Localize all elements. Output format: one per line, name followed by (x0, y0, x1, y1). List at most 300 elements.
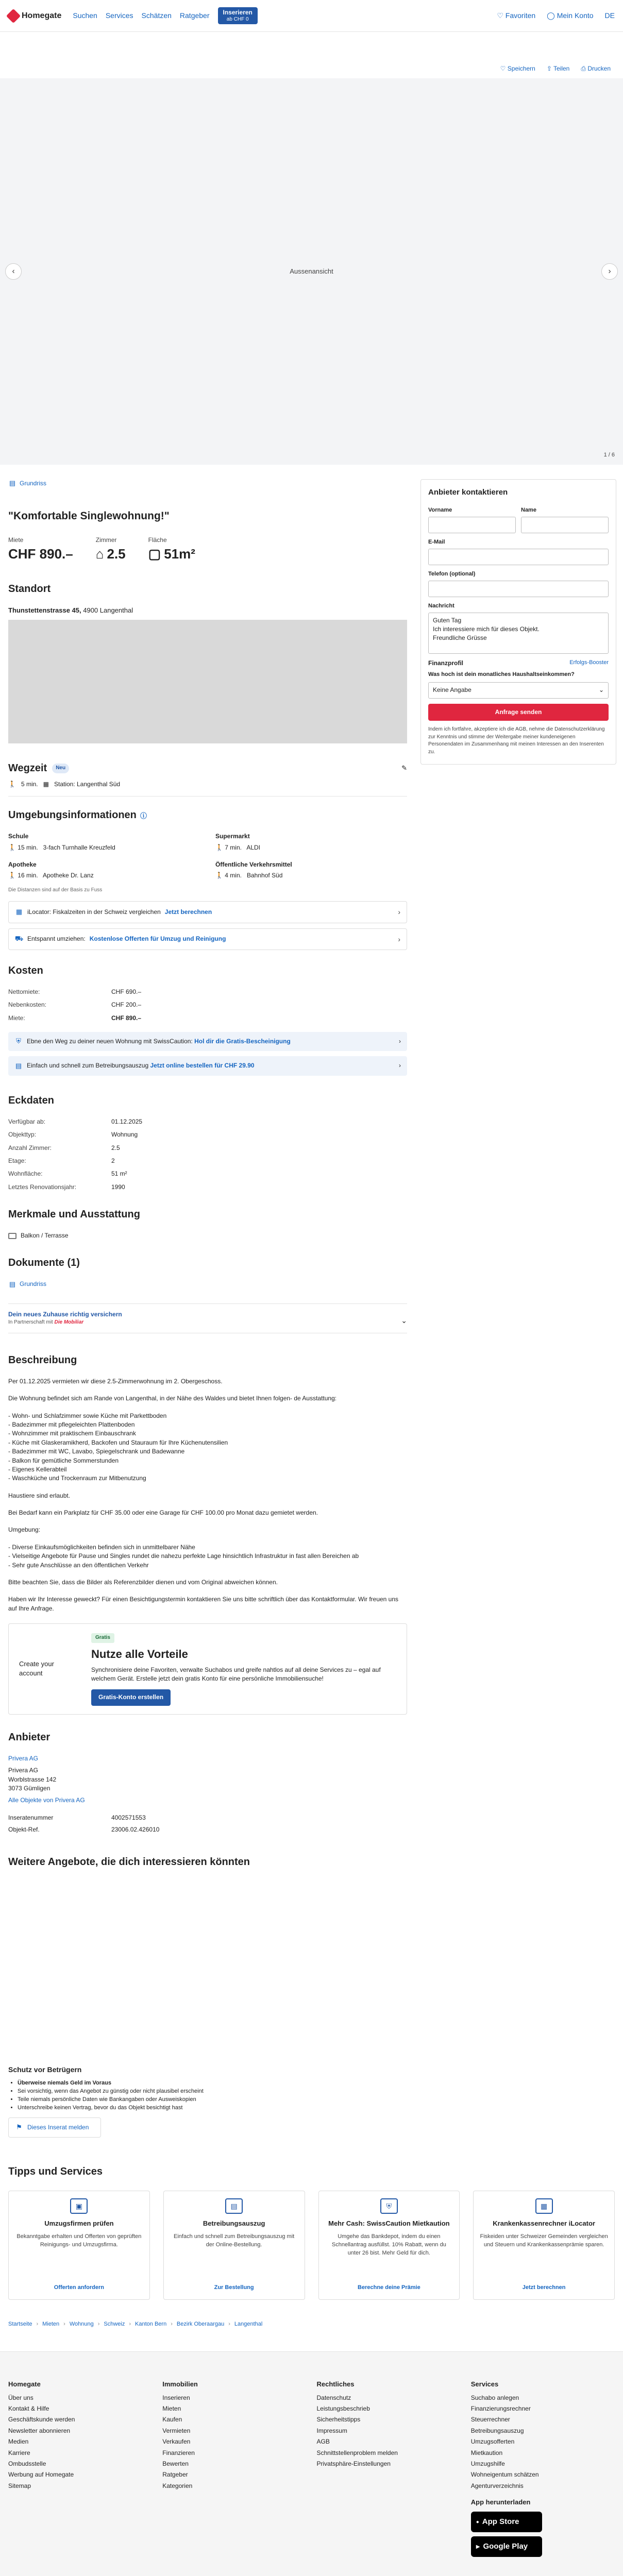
keydata-value: 1990 (111, 1183, 125, 1191)
cost-key: Nebenkosten: (8, 1001, 47, 1009)
message-field (428, 602, 609, 654)
area-fact (148, 536, 195, 564)
tip-link[interactable]: Offerten anfordern (54, 2284, 104, 2291)
breadcrumb-item[interactable]: Mieten (42, 2320, 60, 2327)
listing-title: "Komfortable Singlewohnung!" (8, 510, 170, 522)
tip-card[interactable] (8, 2191, 150, 2300)
description-paragraph: Umgebung: (8, 1526, 41, 1534)
success-booster-link[interactable]: Erfolgs-Booster (569, 659, 609, 666)
area-label: Fläche (148, 536, 167, 544)
phone-label: Telefon (optional) (428, 570, 476, 577)
poi-time: 4 min. (225, 872, 242, 879)
fraud-item: • Überweise niemals Geld im Voraus (18, 2079, 615, 2088)
footer-link[interactable]: Bewerten (162, 2460, 189, 2468)
print-label: Drucken (587, 64, 611, 72)
address-city: 4900 Langenthal (83, 606, 133, 614)
poi-place: Bahnhof Süd (247, 872, 283, 879)
breadcrumb-separator: › (63, 2320, 65, 2327)
logo-text: Homegate (22, 11, 62, 20)
play-icon: ▶ (476, 2544, 480, 2550)
poi-school (8, 832, 200, 852)
apple-icon: ● (476, 2519, 479, 2525)
account-link[interactable] (547, 10, 593, 21)
breadcrumb-item[interactable]: Langenthal (234, 2320, 263, 2327)
app-store-label: App Store (482, 2517, 519, 2526)
footer-col-services (471, 2380, 615, 2561)
more-offers (0, 1855, 623, 2064)
walking-icon: 🚶 (8, 780, 16, 788)
footer-link[interactable]: Vermieten (162, 2427, 191, 2434)
breadcrumb-separator: › (129, 2320, 131, 2327)
distance-note: Die Distanzen sind auf der Basis zu Fuss (8, 887, 103, 893)
tips-cards (8, 2191, 615, 2300)
description-heading: Beschreibung (8, 1354, 77, 1366)
footer-link[interactable]: Kaufen (162, 2416, 182, 2424)
flag-icon: ⚑ (16, 2123, 22, 2131)
poi-title: Supermarkt (215, 833, 250, 840)
rent-fact (8, 536, 73, 564)
train-icon: ▦ (43, 780, 49, 788)
document-icon: ▤ (225, 2198, 243, 2214)
more-offers-carousel[interactable] (8, 1879, 615, 2064)
message-label: Nachricht (428, 602, 454, 609)
poi-place: Apotheke Dr. Lanz (43, 872, 94, 879)
poi-supermarket (215, 832, 407, 852)
balcony-icon (8, 1233, 16, 1239)
area-value: 51m² (164, 546, 195, 562)
footer-link[interactable]: Ombudsstelle (8, 2460, 46, 2468)
footer-link[interactable]: Verkaufen (162, 2438, 191, 2446)
floorplan-link[interactable] (8, 479, 407, 488)
provider-refs (8, 1814, 407, 1835)
feature-item (8, 1231, 407, 1240)
email-label: E-Mail (428, 538, 445, 545)
map[interactable] (8, 620, 407, 743)
surroundings-title: Umgebungsinformationen (8, 809, 137, 821)
language-switch[interactable]: DE (604, 11, 615, 20)
promo-sub: In Partnerschaft mit (8, 1319, 53, 1326)
rooms-label: Zimmer (95, 536, 117, 544)
email-input[interactable] (428, 549, 609, 565)
google-play-label: Google Play (483, 2541, 528, 2551)
costs-heading: Kosten (8, 964, 43, 976)
household-income-value: Keine Angabe (433, 686, 472, 693)
more-offers-heading: Weitere Angebote, die dich interessieren könnten (8, 1856, 250, 1868)
heart-icon: ♡ (497, 11, 503, 20)
footer-link[interactable]: Geschäftskunde werden (8, 2416, 75, 2424)
tip-link[interactable]: Berechne deine Prämie (358, 2284, 420, 2291)
save-button[interactable] (500, 64, 535, 73)
breadcrumb (0, 2320, 623, 2352)
household-income-select[interactable] (428, 682, 609, 699)
nav-schaetzen[interactable]: Schätzen (141, 11, 172, 20)
footer-link[interactable]: Steuerrechner (470, 2416, 510, 2424)
ilocator-cta[interactable]: Jetzt berechnen (164, 908, 212, 916)
walking-icon: 🚶 (215, 843, 223, 851)
report-label: Dieses Inserat melden (27, 2123, 89, 2131)
finance-label: Finanzprofil (428, 659, 463, 667)
object-ref-label: Objekt-Ref. (8, 1826, 40, 1834)
footer-link[interactable]: Leistungsbeschrieb (316, 2405, 370, 2413)
tip-card[interactable] (163, 2191, 305, 2300)
cost-key: Nettomiete: (8, 988, 40, 995)
footer-link[interactable]: Medien (8, 2438, 29, 2446)
footer-link[interactable]: Impressum (316, 2427, 347, 2434)
ilocator-link[interactable] (8, 901, 407, 923)
surroundings-heading (8, 808, 407, 823)
logo-mark-icon (6, 8, 21, 23)
document-floorplan-link[interactable] (8, 1280, 407, 1289)
report-listing-button[interactable] (8, 2117, 101, 2138)
fraud-item: • Sei vorsichtig, wenn das Angebot zu günstig oder nicht plausibel erscheint (18, 2088, 615, 2096)
footer-link[interactable]: Inserieren (162, 2394, 190, 2401)
provider-address-line: 3073 Gümligen (8, 1784, 50, 1792)
main-nav (73, 7, 258, 24)
chevron-right-icon: › (399, 1062, 401, 1070)
header-actions (497, 10, 615, 21)
document-label: Grundriss (20, 1280, 47, 1288)
homegate-logo[interactable] (8, 10, 61, 22)
insurance-promo[interactable] (8, 1303, 407, 1333)
footer-col-heading: Homegate (8, 2380, 41, 2388)
gallery-prev-button[interactable]: ‹ (5, 263, 22, 280)
keydata-key: Verfügbar ab: (8, 1117, 46, 1125)
tips-heading: Tipps und Services (8, 2165, 103, 2177)
last-name-field (521, 506, 609, 533)
chevron-right-icon: › (398, 908, 400, 917)
email-field (428, 538, 609, 565)
footer-link[interactable]: Finanzierungsrechner (470, 2405, 531, 2413)
poi-title: Schule (8, 833, 29, 840)
tip-body: Bekanntgabe erhalten und Offerten von geprüften Reinigungs- und Umzugsfirma. (16, 2233, 142, 2248)
gallery-next-button[interactable]: › (601, 263, 618, 280)
fraud-item: • Unterschreibe keinen Vertrag, bevor du das Objekt besichtigt hast (18, 2104, 615, 2112)
document-icon: ▤ (9, 1280, 16, 1288)
footer-link[interactable]: Suchabo anlegen (470, 2394, 519, 2401)
fraud-list (8, 2079, 615, 2112)
tip-title: Krankenkassenrechner iLocator (493, 2219, 595, 2227)
route-row (8, 780, 407, 789)
poi-title: Apotheke (8, 860, 37, 868)
breadcrumb-separator: › (228, 2320, 230, 2327)
description-paragraph: Die Wohnung befindet sich am Rande von Langenthal, in der Nähe des Waldes und bietet Ihnen folgen- de Ausstattung: (8, 1395, 337, 1402)
chevron-down-icon: ⌄ (401, 1316, 407, 1325)
create-account-button[interactable]: Gratis-Konto erstellen (91, 1689, 171, 1705)
document-icon: ▤ (15, 1061, 22, 1070)
account-benefits-content (91, 1632, 396, 1706)
promo-partner (8, 1319, 407, 1327)
poi-place: ALDI (246, 843, 261, 851)
gallery-image-label: Aussenansicht (290, 267, 333, 275)
description-paragraph: Per 01.12.2025 vermieten wir diese 2.5-Zimmerwohnung im 2. Obergeschoss. (8, 1377, 223, 1385)
contact-heading: Anbieter kontaktieren (428, 488, 508, 497)
footer-link[interactable]: Ratgeber (162, 2471, 188, 2479)
last-name-label: Name (521, 506, 536, 513)
floorplan-link-label: Grundriss (20, 480, 47, 487)
footer-col-heading: Rechtliches (316, 2380, 355, 2388)
breadcrumb-item[interactable]: Startseite (8, 2320, 32, 2327)
last-name-input[interactable] (521, 517, 609, 533)
chevron-right-icon: › (399, 1037, 401, 1045)
keydata-key: Wohnfläche: (8, 1170, 43, 1178)
footer-col-immobilien (162, 2380, 306, 2561)
footer-link[interactable]: Agenturverzeichnis (470, 2482, 524, 2489)
footer-link[interactable]: Werbung auf Homegate (8, 2471, 74, 2479)
poi-pharmacy (8, 860, 200, 880)
footer-link[interactable]: Karriere (8, 2449, 30, 2456)
send-inquiry-button[interactable]: Anfrage senden (428, 704, 609, 721)
top-navigation (0, 0, 623, 32)
moving-cta[interactable]: Kostenlose Offerten für Umzug und Reinigung (89, 935, 226, 942)
name-row (428, 506, 609, 538)
breadcrumb-separator: › (171, 2320, 173, 2327)
benefits-heading: Nutze alle Vorteile (91, 1647, 188, 1660)
footer-col-homegate (8, 2380, 152, 2561)
keydata-value: 51 m² (111, 1170, 127, 1178)
keydata-value: 01.12.2025 (111, 1117, 143, 1125)
footer (0, 2352, 623, 2576)
listing-actions (0, 32, 623, 78)
footer-link[interactable]: Privatsphäre-Einstellungen (316, 2460, 391, 2468)
route-heading: Wegzeit (8, 762, 47, 774)
new-badge: Neu (52, 764, 69, 773)
keydata-value: 2 (111, 1157, 115, 1164)
footer-link[interactable]: Mietkaution (470, 2449, 503, 2456)
first-name-input[interactable] (428, 517, 516, 533)
account-benefits-label: Create your account (19, 1659, 54, 1677)
shield-icon: ⛨ (16, 1037, 21, 1045)
description-paragraph: - Diverse Einkaufsmöglichkeiten befinden sich in unmittelbarer Nähe - Vielseitige Angebote für Pause und Singles rundet die nahezu perfekte Lage hinsichtlich Infrastruktur in fast allen Bereichen ab - Sehr gute Anschlüsse an den öffentlichen Verkehr (8, 1543, 359, 1569)
breadcrumb-item[interactable]: Bezirk Oberaargau (176, 2320, 225, 2327)
object-ref-value: 23006.02.426010 (111, 1826, 160, 1834)
tip-body: Einfach und schnell zum Betreibungsauszug mit der Online-Bestellung. (174, 2233, 295, 2248)
walking-icon: 🚶 (215, 872, 223, 879)
tip-body: Umgehe das Bankdepot, indem du einen Schnellantrag ausfüllst. 10% Rabatt, wenn du unter 26 bist. Mehr Geld für dich. (331, 2233, 446, 2256)
tip-card[interactable] (473, 2191, 615, 2300)
moving-offers-link[interactable] (8, 928, 407, 950)
breadcrumb-item[interactable]: Wohnung (69, 2320, 94, 2327)
account-label: Mein Konto (557, 11, 594, 20)
tip-title: Mehr Cash: SwissCaution Mietkaution (328, 2219, 450, 2227)
footer-link[interactable]: Datenschutz (316, 2394, 351, 2401)
share-button[interactable] (547, 64, 570, 73)
tip-card[interactable] (318, 2191, 460, 2300)
listing-number-value: 4002571553 (111, 1814, 146, 1821)
cost-value: CHF 890.– (111, 1014, 142, 1022)
rooms-value: 2.5 (107, 546, 126, 562)
google-play-badge[interactable] (471, 2536, 542, 2557)
phone-field (428, 570, 609, 597)
breadcrumb-item[interactable]: Kanton Bern (135, 2320, 167, 2327)
app-heading: App herunterladen (470, 2498, 531, 2506)
listing-main (8, 479, 407, 1834)
mobiliar-logo: Die Mobiliar (54, 1319, 84, 1326)
keydata-key: Anzahl Zimmer: (8, 1144, 52, 1151)
provider-address (8, 1766, 407, 1793)
footer-link[interactable]: Sitemap (8, 2482, 31, 2489)
provider-heading: Anbieter (8, 1731, 50, 1743)
description-paragraph: - Wohn- und Schlafzimmer sowie Küche mit Parkettboden - Badezimmer mit pflegeleichten Plattenboden - Wohnzimmer mit praktischem Einbauschrank - Küche mit Glaskeramikherd, Backofen und Stauraum für Ihre Küchenutensilien - Badezimmer mit WC, Lavabo, Spiegelschrank und Badewanne - Balkon für gemütliche Sommerstunden - Eigenes Kellerabteil - Waschküche und Trockenraum zur Mitbenutzung (8, 1412, 228, 1482)
feature-label: Balkon / Terrasse (21, 1232, 69, 1240)
keydata-key: Etage: (8, 1157, 26, 1164)
listing-number-label: Inseratenummer (8, 1814, 54, 1821)
swisscaution-box[interactable] (8, 1032, 407, 1051)
footer-link[interactable]: Mieten (162, 2405, 181, 2413)
moving-text: Entspannt umziehen: (27, 935, 86, 942)
footer-link[interactable]: Sicherheitstipps (316, 2416, 361, 2424)
share-label: Teilen (553, 64, 570, 72)
share-icon: ⇪ (546, 64, 552, 72)
contact-sidebar (420, 479, 616, 1834)
rent-label: Miete (8, 536, 24, 544)
tips-services (0, 2164, 623, 2300)
provider-address-line: Worblstrasse 142 (8, 1775, 57, 1783)
footer-col-heading: Services (470, 2380, 499, 2388)
inserieren-price: ab CHF 0 (226, 16, 249, 22)
keydata-value: 2.5 (111, 1144, 120, 1151)
first-name-field (428, 506, 516, 533)
walking-icon: 🚶 (8, 843, 16, 851)
cost-key: Miete: (8, 1014, 25, 1022)
info-icon[interactable]: ⓘ (140, 812, 147, 820)
key-facts (8, 536, 407, 564)
provider-all-listings-link[interactable]: Alle Objekte von Privera AG (8, 1797, 85, 1804)
footer-link[interactable]: Schnittstellenproblem melden (316, 2449, 398, 2456)
user-icon: ◯ (547, 11, 555, 20)
nav-services[interactable]: Services (105, 11, 133, 20)
provider-info (8, 1754, 407, 1835)
debt-extract-cta[interactable]: Jetzt online bestellen für CHF 29.90 (150, 1062, 255, 1070)
save-label: Speichern (507, 64, 535, 72)
message-textarea[interactable]: Guten Tag Ich interessiere mich für dieses Objekt. Freundliche Grüsse (428, 613, 609, 654)
description-body (8, 1377, 407, 1613)
poi-place: 3-fach Turnhalle Kreuzfeld (43, 843, 115, 851)
footer-link[interactable]: AGB (316, 2438, 330, 2446)
keydata-table (8, 1117, 407, 1192)
phone-input[interactable] (428, 581, 609, 597)
gallery-counter: 1 / 6 (603, 452, 615, 459)
footer-link[interactable]: Wohneigentum schätzen (470, 2471, 539, 2479)
address-street: Thunstettenstrasse 45, (8, 606, 81, 614)
fraud-protection (0, 2064, 623, 2142)
footer-link[interactable]: Finanzieren (162, 2449, 195, 2456)
location-heading: Standort (8, 583, 51, 595)
description-paragraph: Haustiere sind erlaubt. (8, 1492, 71, 1499)
breadcrumb-separator: › (97, 2320, 100, 2327)
documents-heading: Dokumente (1) (8, 1257, 80, 1269)
description-paragraph: Bitte beachten Sie, dass die Bilder als Referenzbilder dienen und vom Original abweichen können. (8, 1579, 278, 1586)
household-income-question: Was hoch ist dein monatliches Haushaltseinkommen? (428, 671, 575, 677)
swisscaution-text: Ebne den Weg zu deiner neuen Wohnung mit SwissCaution: (27, 1037, 193, 1045)
account-benefits-box (8, 1623, 407, 1715)
keydata-heading: Eckdaten (8, 1094, 54, 1106)
legal-notice: Indem ich fortfahre, akzeptiere ich die AGB, nehme die Datenschutzerklärung zur Kenntnis und stimme der Weitergabe meiner kundeneigenen Personendaten im Zusammenhang mit meinen Interessen an den Inserenten zu. (428, 726, 605, 755)
favorites-label: Favoriten (505, 11, 536, 20)
footer-link[interactable]: Kategorien (162, 2482, 193, 2489)
print-button[interactable] (581, 64, 611, 73)
tip-title: Umzugsfirmen prüfen (44, 2219, 114, 2227)
footer-columns (8, 2380, 615, 2561)
document-icon: ▤ (9, 479, 16, 487)
chevron-right-icon: › (398, 935, 400, 943)
chevron-down-icon: ⌄ (598, 686, 604, 693)
features-heading: Merkmale und Ausstattung (8, 1209, 140, 1221)
tip-body: Fiskeiden unter Schweizer Gemeinden vergleichen und Steuern und Krankenkassenprämie sparen. (480, 2233, 608, 2248)
footer-link[interactable]: Über uns (8, 2394, 33, 2401)
route-time: 5 min. (21, 780, 38, 788)
nav-ratgeber[interactable]: Ratgeber (179, 11, 210, 20)
footer-col-heading: Immobilien (162, 2380, 198, 2388)
footer-link[interactable]: Umzugsofferten (470, 2438, 515, 2446)
provider-address-line: Privera AG (8, 1767, 39, 1774)
description-paragraph: Haben wir Ihr Interesse geweckt? Für einen Besichtigungstermin kontaktieren Sie uns bitte schriftlich über das Kontaktformular. Wir freuen uns auf Ihre Anfrage. (8, 1596, 399, 1612)
route-station: Station: Langenthal Süd (54, 780, 121, 788)
cost-value: CHF 200.– (111, 1001, 142, 1009)
rooms-icon: ⌂ (95, 546, 104, 562)
debt-extract-text: Einfach und schnell zum Betreibungsauszug (27, 1062, 149, 1070)
finance-row (428, 659, 609, 668)
cost-value: CHF 690.– (111, 988, 142, 995)
tip-link[interactable]: Zur Bestellung (214, 2284, 254, 2291)
print-icon: ⎙ (581, 64, 586, 72)
favorites-link[interactable] (497, 10, 535, 21)
tip-link[interactable]: Jetzt berechnen (522, 2284, 566, 2291)
keydata-key: Letztes Renovationsjahr: (8, 1183, 77, 1191)
contact-form (420, 479, 616, 765)
fraud-heading: Schutz vor Betrügern (8, 2065, 82, 2074)
box-icon: ▣ (70, 2198, 88, 2214)
swisscaution-cta[interactable]: Hol dir die Gratis-Bescheinigung (194, 1037, 291, 1045)
first-name-label: Vorname (428, 506, 452, 513)
provider-name-link[interactable]: Privera AG (8, 1754, 39, 1762)
inserieren-label: Inserieren (223, 9, 252, 16)
rooms-fact (96, 536, 126, 564)
keydata-key: Objekttyp: (8, 1131, 37, 1139)
rent-value: CHF 890.– (8, 546, 73, 562)
poi-time: 15 min. (18, 843, 38, 851)
debt-extract-box[interactable] (8, 1056, 407, 1075)
inserieren-button[interactable] (218, 7, 258, 24)
poi-title: Öffentliche Verkehrsmittel (215, 860, 292, 868)
image-gallery[interactable] (0, 78, 623, 465)
footer-link[interactable]: Betreibungsauszug (470, 2427, 524, 2434)
keydata-value: Wohnung (111, 1131, 138, 1139)
footer-link[interactable]: Umzugshilfe (470, 2460, 505, 2468)
breadcrumb-item[interactable]: Schweiz (104, 2320, 125, 2327)
shield-icon: ⛨ (380, 2198, 398, 2214)
heart-icon: ♡ (500, 64, 506, 72)
poi-time: 16 min. (18, 872, 38, 879)
costs-table (8, 988, 407, 1023)
calculator-icon: ▦ (535, 2198, 553, 2214)
app-store-badge[interactable] (471, 2512, 542, 2532)
area-icon: ▢ (148, 546, 161, 562)
footer-link[interactable]: Newsletter abonnieren (8, 2427, 71, 2434)
poi-transport (215, 860, 407, 880)
description-paragraph: Bei Bedarf kann ein Parkplatz für CHF 35.00 oder eine Garage für CHF 100.00 pro Monat dazu gemietet werden. (8, 1509, 318, 1517)
free-badge: Gratis (91, 1633, 114, 1643)
address (8, 606, 407, 616)
surroundings-grid (8, 832, 407, 880)
calculator-icon: ▦ (15, 907, 23, 916)
benefits-body: Synchronisiere deine Favoriten, verwalte Suchabos und greife nahtlos auf all deine Services zu – egal auf welchem Gerät. Erstelle jetzt dein gratis Konto für eine persönliche Immobiliensuche! (91, 1666, 381, 1682)
nav-suchen[interactable]: Suchen (73, 11, 97, 20)
fraud-item: • Teile niemals persönliche Daten wie Bankangaben oder Ausweiskopien (18, 2096, 615, 2104)
ilocator-text: iLocator: Fiskalzeiten in der Schweiz vergleichen (27, 908, 161, 916)
edit-icon[interactable]: ✎ (401, 764, 407, 772)
footer-link[interactable]: Kontakt & Hilfe (8, 2405, 49, 2413)
promo-title: Dein neues Zuhause richtig versichern (8, 1310, 122, 1318)
